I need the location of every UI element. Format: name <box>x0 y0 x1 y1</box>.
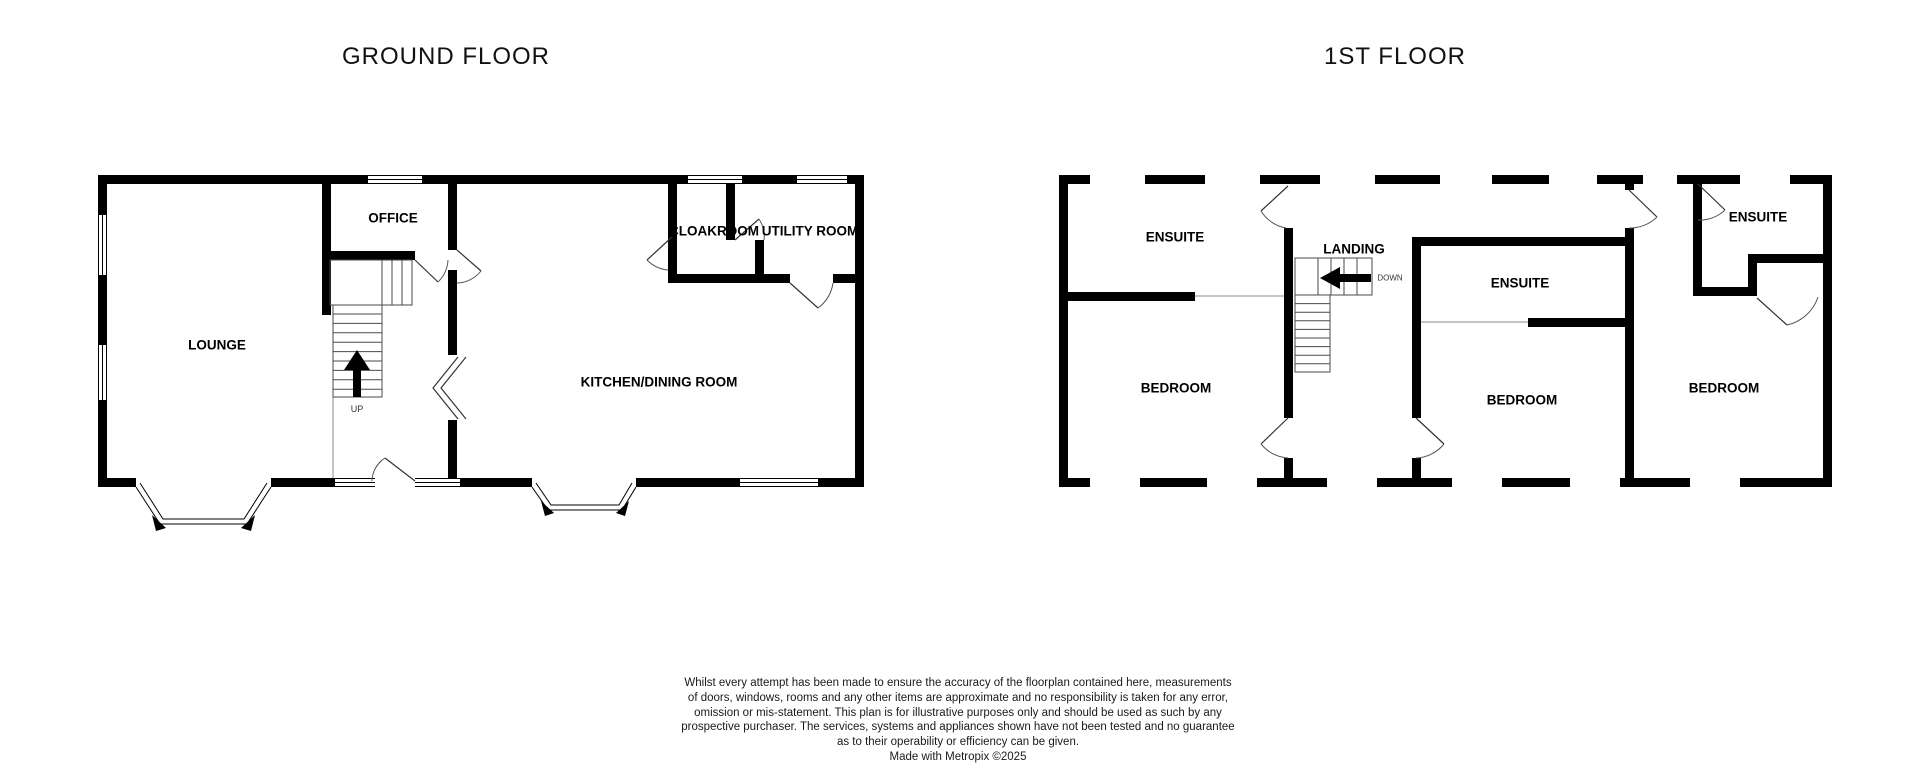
bay-corner <box>541 501 554 516</box>
ground-floor-walls <box>98 175 864 487</box>
wall <box>1260 175 1320 184</box>
wall <box>98 478 136 487</box>
wall <box>1059 478 1090 487</box>
wall <box>818 478 864 487</box>
first-floor-walls <box>1059 175 1832 487</box>
door-arc <box>1261 211 1286 228</box>
room-label-utility-room: UTILITY ROOM <box>761 223 859 239</box>
wall <box>322 251 415 260</box>
door-leaf <box>1261 186 1288 211</box>
wall <box>1790 175 1832 184</box>
disclaimer-line: Whilst every attempt has been made to ensure the accuracy of the floorplan contained here, measurements <box>684 677 1232 689</box>
bay-corner <box>152 515 166 531</box>
disclaimer-line: prospective purchaser. The services, systems and appliances shown have not been tested and no guarantee <box>681 721 1235 734</box>
wall <box>1059 175 1090 184</box>
door-arc <box>1261 444 1288 458</box>
wall <box>1625 228 1634 478</box>
door-arc <box>457 271 481 283</box>
disclaimer-line: omission or mis-statement. This plan is for illustrative purposes only and should be used as such by any <box>694 706 1222 719</box>
room-label-bedroom-left: BEDROOM <box>1140 380 1212 396</box>
up-arrow-icon <box>344 350 370 397</box>
room-label-kitchen-dining: KITCHEN/DINING ROOM <box>580 374 738 390</box>
wall <box>1412 458 1421 478</box>
wall <box>1284 228 1293 418</box>
wall <box>1377 478 1452 487</box>
bay-corner <box>616 501 629 516</box>
wall <box>1748 254 1823 263</box>
stair-run-box <box>1295 295 1330 372</box>
door-leaf <box>1757 298 1787 325</box>
wall <box>1412 237 1421 418</box>
wall <box>98 400 107 478</box>
room-label-cloakroom: CLOAKROOM <box>669 223 759 239</box>
room-label-landing: LANDING <box>1323 241 1385 257</box>
bay-corner <box>241 515 255 531</box>
door-arc <box>818 283 833 308</box>
door-arc <box>372 458 385 481</box>
wall <box>1059 292 1195 301</box>
ground-floor-title: GROUND FLOOR <box>341 43 551 70</box>
room-label-ensuite-left: ENSUITE <box>1145 229 1205 245</box>
bay-window <box>536 483 632 505</box>
wall <box>1140 478 1207 487</box>
room-label-office: OFFICE <box>368 210 418 226</box>
stair-winder-box <box>330 260 412 305</box>
wall <box>833 274 855 283</box>
door-arc <box>647 260 668 270</box>
wall <box>1677 175 1740 184</box>
stair-down-label: DOWN <box>1377 273 1403 283</box>
wall <box>1620 478 1690 487</box>
folding-door <box>441 357 466 419</box>
wall <box>98 275 107 345</box>
stair-up-label: UP <box>350 404 364 414</box>
bay-window <box>532 487 636 510</box>
disclaimer-line: as to their operability or efficiency can be given. <box>836 736 1080 749</box>
wall <box>1625 184 1634 190</box>
door-leaf <box>1629 190 1657 217</box>
ground-floor-bay-windows <box>136 483 636 531</box>
wall <box>98 184 107 215</box>
wall <box>1740 478 1832 487</box>
wall <box>1492 175 1549 184</box>
wall <box>1502 478 1570 487</box>
door-arc <box>1629 217 1657 228</box>
wall <box>448 420 457 478</box>
wall <box>1257 478 1327 487</box>
wall <box>1823 184 1832 478</box>
room-label-ensuite-right: ENSUITE <box>1728 209 1788 225</box>
wall <box>1693 287 1750 296</box>
door-leaf <box>790 283 818 308</box>
wall <box>1145 175 1205 184</box>
wall <box>668 274 790 283</box>
disclaimer-line: of doors, windows, rooms and any other items are approximate and no responsibility is taken for any error, <box>687 691 1229 704</box>
door-leaf <box>457 250 481 271</box>
bay-window <box>136 487 271 524</box>
door-arc <box>1416 444 1444 458</box>
room-label-lounge: LOUNGE <box>188 337 246 353</box>
wall <box>271 478 335 487</box>
door-leaf <box>385 458 415 481</box>
wall <box>1412 237 1633 246</box>
room-label-bedroom-middle: BEDROOM <box>1486 392 1558 408</box>
wall <box>448 270 457 355</box>
door-arc <box>1787 297 1818 325</box>
wall <box>636 478 740 487</box>
stair-treads <box>1295 258 1357 364</box>
down-arrow-icon <box>1320 267 1371 289</box>
door-leaf <box>1698 184 1725 210</box>
room-label-ensuite-middle: ENSUITE <box>1490 275 1550 291</box>
door-leaf <box>1261 418 1288 444</box>
door-arc <box>1698 210 1725 220</box>
ground-floor-stairs <box>330 260 412 397</box>
first-floor-title: 1ST FLOOR <box>1324 43 1466 70</box>
wall <box>1693 184 1702 295</box>
metropix-credit: Made with Metropix ©2025 <box>889 750 1027 763</box>
room-label-bedroom-right: BEDROOM <box>1688 380 1760 396</box>
wall <box>448 184 457 250</box>
door-leaf <box>415 260 438 282</box>
door-leaf <box>1416 418 1444 444</box>
wall <box>742 175 797 184</box>
door-arc <box>438 260 448 282</box>
folding-door <box>433 357 458 419</box>
wall <box>460 478 532 487</box>
wall <box>1059 184 1068 478</box>
bay-window <box>140 483 267 519</box>
wall <box>98 175 368 184</box>
wall <box>422 175 688 184</box>
wall <box>1597 175 1643 184</box>
wall <box>1375 175 1440 184</box>
wall <box>1284 458 1293 478</box>
disclaimer-text <box>508 676 1408 765</box>
wall <box>847 175 864 184</box>
wall <box>755 240 764 283</box>
first-floor-stairs <box>1295 258 1372 372</box>
wall <box>1528 318 1633 327</box>
